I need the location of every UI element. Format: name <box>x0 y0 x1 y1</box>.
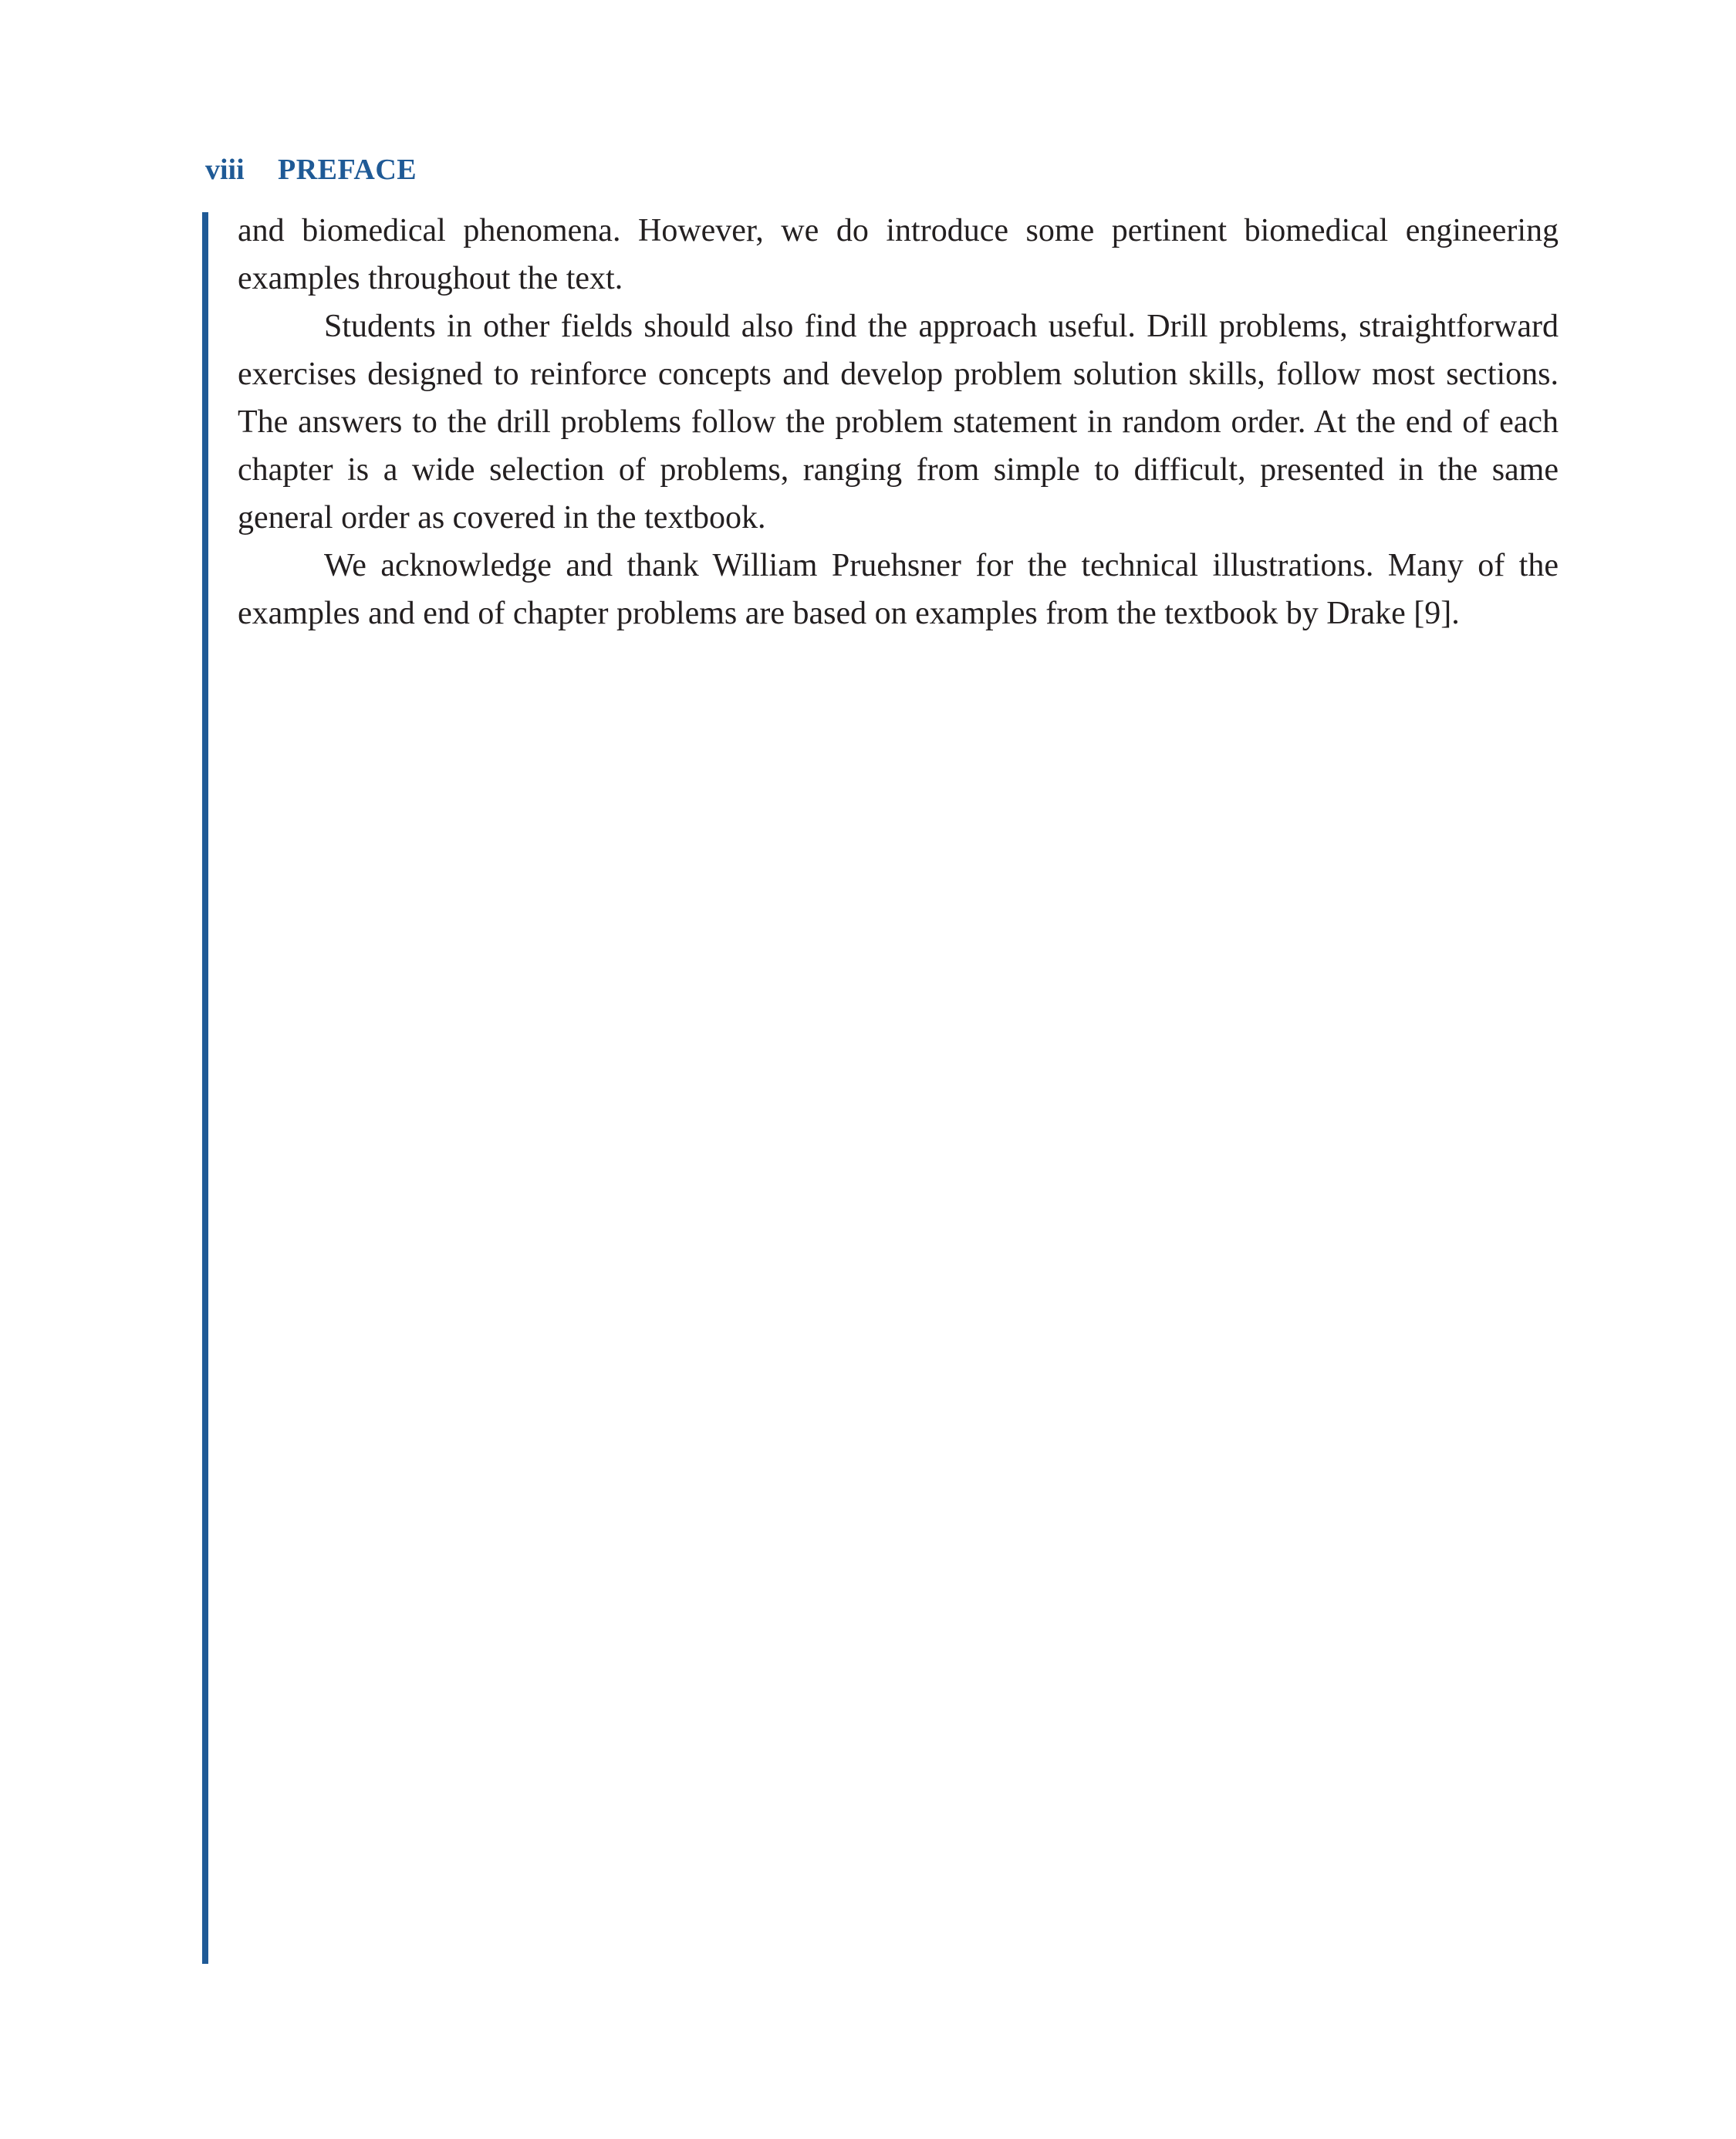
paragraph-continuation: and biomedical phenomena. However, we do introduce some pertinent biomedical engineering examples throughout the text. <box>238 213 1559 296</box>
paragraph-students: Students in other fields should also find the approach useful. Drill problems, straightforward exercises designed to reinforce concepts and develop problem solution skills, follow most sections. The answers to the drill problems follow the problem statement in random order. At the end of each chapter is a wide selection of problems, ranging from simple to difficult, presented in the same general order as covered in the textbook. <box>238 309 1559 536</box>
section-title: PREFACE <box>278 154 417 186</box>
page-number: viii <box>205 154 245 186</box>
paragraph-acknowledgement: We acknowledge and thank William Pruehsner for the technical illustrations. Many of the examples and end of chapter problems are based on examples from the textbook by Drake [9]. <box>238 548 1559 631</box>
body-text <box>238 207 1559 637</box>
running-head <box>205 153 417 196</box>
margin-rule <box>202 212 208 1964</box>
